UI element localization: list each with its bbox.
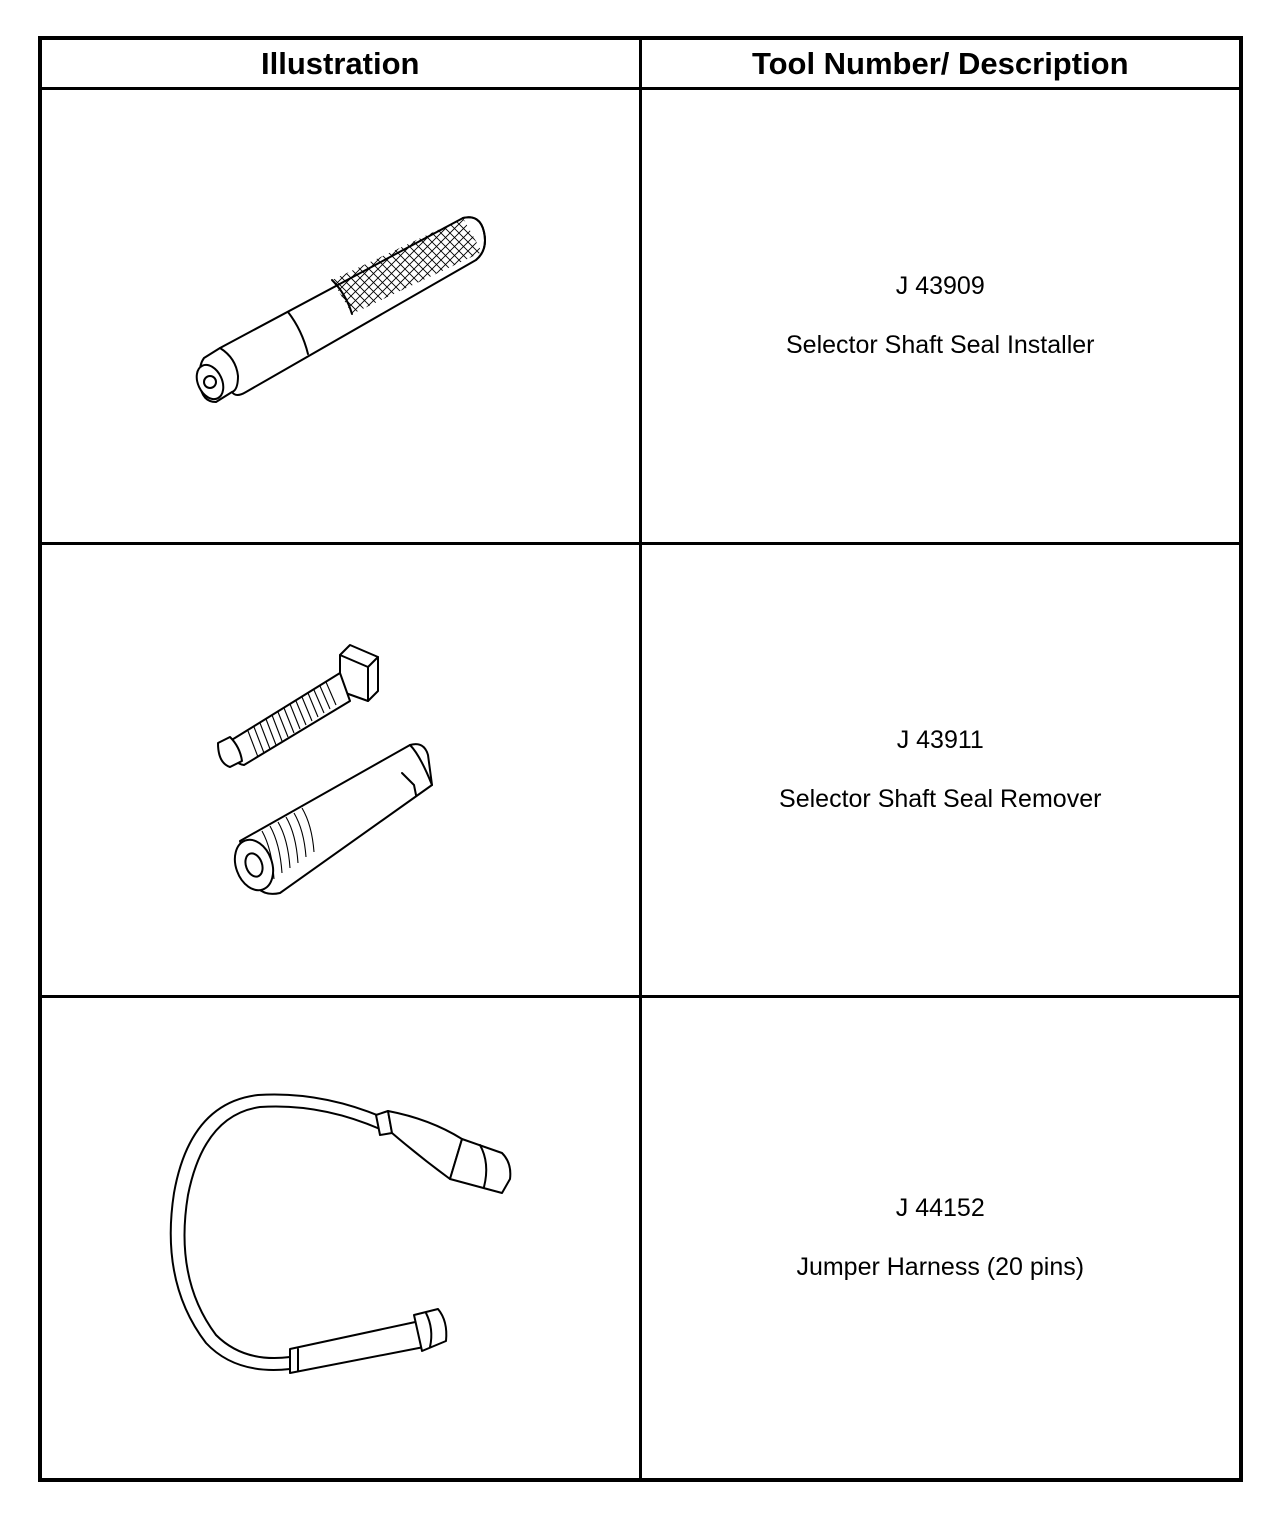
header-row [40,38,1241,89]
illustration-cell [40,544,640,997]
tool-number: J 43911 [896,726,984,754]
table-row [40,89,1241,544]
description-cell [640,89,1241,544]
seal-installer-icon [180,206,500,426]
tool-number: J 44152 [895,1194,985,1222]
table-row [40,544,1241,997]
tool-description: Selector Shaft Seal Installer [786,331,1095,359]
seal-remover-icon [200,635,480,905]
illustration-cell [40,997,640,1481]
illustration-cell [40,89,640,544]
description-cell [640,997,1241,1481]
description-cell [640,544,1241,997]
tool-number: J 43909 [895,272,985,300]
tool-description: Jumper Harness (20 pins) [796,1253,1085,1281]
tool-description: Selector Shaft Seal Remover [779,785,1102,813]
special-tools-table [38,36,1243,1482]
table-row [40,997,1241,1481]
jumper-harness-icon [150,1083,530,1393]
description-header: Tool Number/ Description [640,38,1241,89]
illustration-header: Illustration [40,38,640,89]
